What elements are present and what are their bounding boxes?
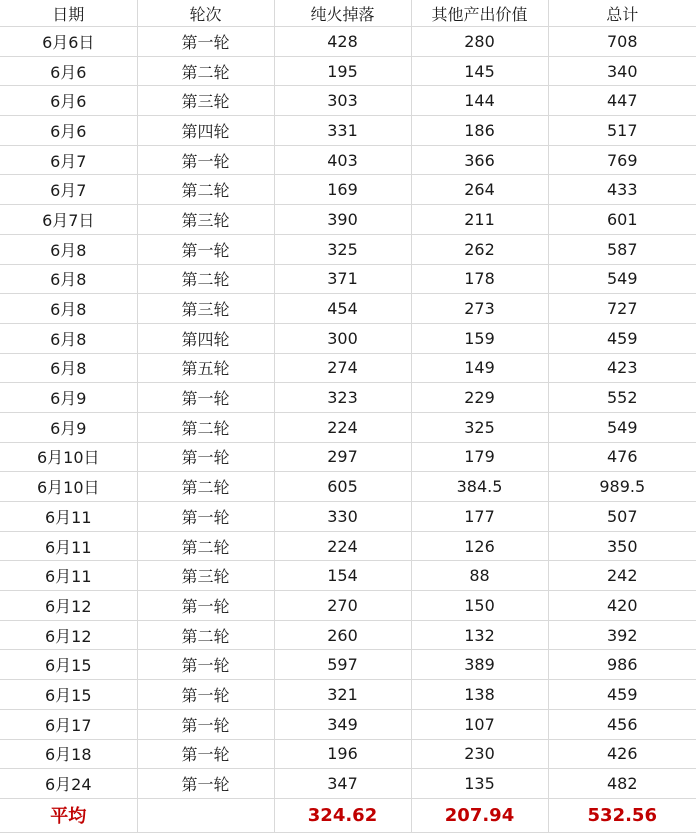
table-row bbox=[0, 442, 696, 472]
header-round: 轮次 bbox=[137, 0, 274, 27]
cell-pure-fire: 330 bbox=[274, 502, 411, 532]
table-row bbox=[0, 709, 696, 739]
cell-other-value: 132 bbox=[411, 620, 548, 650]
cell-round: 第一轮 bbox=[137, 650, 274, 680]
table-row bbox=[0, 294, 696, 324]
cell-total: 769 bbox=[548, 145, 696, 175]
table-row bbox=[0, 739, 696, 769]
cell-pure-fire: 297 bbox=[274, 442, 411, 472]
cell-round: 第四轮 bbox=[137, 323, 274, 353]
cell-pure-fire: 325 bbox=[274, 234, 411, 264]
cell-other-value: 366 bbox=[411, 145, 548, 175]
cell-round: 第三轮 bbox=[137, 561, 274, 591]
cell-total: 549 bbox=[548, 264, 696, 294]
header-date: 日期 bbox=[0, 0, 137, 27]
cell-round: 第三轮 bbox=[137, 294, 274, 324]
cell-other-value: 186 bbox=[411, 116, 548, 146]
cell-round: 第二轮 bbox=[137, 472, 274, 502]
cell-pure-fire: 605 bbox=[274, 472, 411, 502]
cell-round: 第一轮 bbox=[137, 383, 274, 413]
cell-total: 549 bbox=[548, 412, 696, 442]
cell-date: 6月7 bbox=[0, 175, 137, 205]
table-row bbox=[0, 86, 696, 116]
cell-pure-fire: 597 bbox=[274, 650, 411, 680]
cell-total: 459 bbox=[548, 323, 696, 353]
cell-other-value: 179 bbox=[411, 442, 548, 472]
cell-round: 第一轮 bbox=[137, 234, 274, 264]
cell-pure-fire: 224 bbox=[274, 412, 411, 442]
cell-other-value: 273 bbox=[411, 294, 548, 324]
cell-total: 242 bbox=[548, 561, 696, 591]
cell-date: 6月8 bbox=[0, 323, 137, 353]
cell-round: 第二轮 bbox=[137, 175, 274, 205]
cell-other-value: 144 bbox=[411, 86, 548, 116]
cell-pure-fire: 195 bbox=[274, 56, 411, 86]
cell-date: 6月11 bbox=[0, 561, 137, 591]
cell-total: 517 bbox=[548, 116, 696, 146]
cell-pure-fire: 403 bbox=[274, 145, 411, 175]
table-row bbox=[0, 264, 696, 294]
cell-date: 6月6日 bbox=[0, 27, 137, 57]
table-row bbox=[0, 353, 696, 383]
cell-total: 587 bbox=[548, 234, 696, 264]
cell-total: 507 bbox=[548, 502, 696, 532]
cell-round: 第二轮 bbox=[137, 620, 274, 650]
cell-pure-fire: 323 bbox=[274, 383, 411, 413]
cell-total: 433 bbox=[548, 175, 696, 205]
cell-round: 第一轮 bbox=[137, 769, 274, 799]
cell-date: 6月11 bbox=[0, 531, 137, 561]
cell-other-value: 264 bbox=[411, 175, 548, 205]
cell-round: 第一轮 bbox=[137, 145, 274, 175]
table-row bbox=[0, 383, 696, 413]
cell-pure-fire: 349 bbox=[274, 709, 411, 739]
table-row bbox=[0, 531, 696, 561]
cell-other-value: 107 bbox=[411, 709, 548, 739]
cell-date: 6月6 bbox=[0, 116, 137, 146]
cell-pure-fire: 260 bbox=[274, 620, 411, 650]
cell-date: 6月6 bbox=[0, 56, 137, 86]
cell-pure-fire: 390 bbox=[274, 205, 411, 235]
cell-round: 第一轮 bbox=[137, 591, 274, 621]
cell-other-value: 149 bbox=[411, 353, 548, 383]
cell-date: 6月8 bbox=[0, 353, 137, 383]
table-row bbox=[0, 680, 696, 710]
average-label: 平均 bbox=[0, 798, 137, 832]
cell-total: 392 bbox=[548, 620, 696, 650]
cell-other-value: 178 bbox=[411, 264, 548, 294]
cell-other-value: 229 bbox=[411, 383, 548, 413]
cell-round: 第四轮 bbox=[137, 116, 274, 146]
cell-round: 第二轮 bbox=[137, 531, 274, 561]
table-row bbox=[0, 620, 696, 650]
table-row bbox=[0, 234, 696, 264]
cell-total: 482 bbox=[548, 769, 696, 799]
cell-total: 426 bbox=[548, 739, 696, 769]
table-row bbox=[0, 323, 696, 353]
cell-date: 6月12 bbox=[0, 591, 137, 621]
cell-pure-fire: 371 bbox=[274, 264, 411, 294]
cell-pure-fire: 428 bbox=[274, 27, 411, 57]
cell-date: 6月9 bbox=[0, 412, 137, 442]
cell-date: 6月7 bbox=[0, 145, 137, 175]
cell-total: 350 bbox=[548, 531, 696, 561]
table-row bbox=[0, 412, 696, 442]
cell-pure-fire: 454 bbox=[274, 294, 411, 324]
cell-other-value: 325 bbox=[411, 412, 548, 442]
cell-round: 第一轮 bbox=[137, 27, 274, 57]
cell-pure-fire: 270 bbox=[274, 591, 411, 621]
header-row bbox=[0, 0, 696, 27]
cell-round: 第一轮 bbox=[137, 680, 274, 710]
cell-round: 第三轮 bbox=[137, 205, 274, 235]
table-row bbox=[0, 650, 696, 680]
table-row bbox=[0, 769, 696, 799]
cell-total: 708 bbox=[548, 27, 696, 57]
cell-total: 989.5 bbox=[548, 472, 696, 502]
cell-total: 447 bbox=[548, 86, 696, 116]
average-pure-fire: 324.62 bbox=[274, 798, 411, 832]
table-row bbox=[0, 472, 696, 502]
table-row bbox=[0, 116, 696, 146]
cell-date: 6月8 bbox=[0, 294, 137, 324]
cell-date: 6月10日 bbox=[0, 472, 137, 502]
cell-round: 第一轮 bbox=[137, 739, 274, 769]
cell-pure-fire: 300 bbox=[274, 323, 411, 353]
cell-date: 6月11 bbox=[0, 502, 137, 532]
cell-total: 601 bbox=[548, 205, 696, 235]
average-other-value: 207.94 bbox=[411, 798, 548, 832]
header-total: 总计 bbox=[548, 0, 696, 27]
cell-other-value: 138 bbox=[411, 680, 548, 710]
cell-pure-fire: 154 bbox=[274, 561, 411, 591]
cell-date: 6月17 bbox=[0, 709, 137, 739]
cell-total: 423 bbox=[548, 353, 696, 383]
cell-date: 6月12 bbox=[0, 620, 137, 650]
cell-other-value: 159 bbox=[411, 323, 548, 353]
cell-pure-fire: 321 bbox=[274, 680, 411, 710]
cell-round: 第二轮 bbox=[137, 264, 274, 294]
cell-date: 6月10日 bbox=[0, 442, 137, 472]
cell-round: 第一轮 bbox=[137, 502, 274, 532]
cell-total: 459 bbox=[548, 680, 696, 710]
cell-total: 420 bbox=[548, 591, 696, 621]
table-row bbox=[0, 175, 696, 205]
cell-other-value: 177 bbox=[411, 502, 548, 532]
cell-round: 第一轮 bbox=[137, 709, 274, 739]
average-empty-cell bbox=[137, 798, 274, 832]
table-row bbox=[0, 205, 696, 235]
cell-other-value: 384.5 bbox=[411, 472, 548, 502]
cell-other-value: 230 bbox=[411, 739, 548, 769]
cell-other-value: 280 bbox=[411, 27, 548, 57]
cell-date: 6月18 bbox=[0, 739, 137, 769]
cell-pure-fire: 303 bbox=[274, 86, 411, 116]
cell-total: 727 bbox=[548, 294, 696, 324]
cell-other-value: 211 bbox=[411, 205, 548, 235]
cell-round: 第一轮 bbox=[137, 442, 274, 472]
cell-other-value: 88 bbox=[411, 561, 548, 591]
header-other-value: 其他产出价值 bbox=[411, 0, 548, 27]
cell-date: 6月15 bbox=[0, 680, 137, 710]
cell-date: 6月24 bbox=[0, 769, 137, 799]
cell-round: 第五轮 bbox=[137, 353, 274, 383]
cell-total: 456 bbox=[548, 709, 696, 739]
table-row bbox=[0, 502, 696, 532]
cell-total: 340 bbox=[548, 56, 696, 86]
cell-total: 552 bbox=[548, 383, 696, 413]
table-row bbox=[0, 56, 696, 86]
cell-other-value: 135 bbox=[411, 769, 548, 799]
cell-other-value: 145 bbox=[411, 56, 548, 86]
cell-date: 6月8 bbox=[0, 234, 137, 264]
cell-other-value: 389 bbox=[411, 650, 548, 680]
table-row bbox=[0, 591, 696, 621]
cell-pure-fire: 169 bbox=[274, 175, 411, 205]
cell-other-value: 126 bbox=[411, 531, 548, 561]
table-row bbox=[0, 27, 696, 57]
average-row bbox=[0, 798, 696, 832]
cell-round: 第二轮 bbox=[137, 412, 274, 442]
cell-date: 6月8 bbox=[0, 264, 137, 294]
cell-pure-fire: 347 bbox=[274, 769, 411, 799]
cell-date: 6月6 bbox=[0, 86, 137, 116]
average-total: 532.56 bbox=[548, 798, 696, 832]
cell-round: 第二轮 bbox=[137, 56, 274, 86]
cell-pure-fire: 224 bbox=[274, 531, 411, 561]
cell-date: 6月7日 bbox=[0, 205, 137, 235]
cell-other-value: 150 bbox=[411, 591, 548, 621]
cell-total: 986 bbox=[548, 650, 696, 680]
cell-pure-fire: 196 bbox=[274, 739, 411, 769]
cell-date: 6月9 bbox=[0, 383, 137, 413]
cell-round: 第三轮 bbox=[137, 86, 274, 116]
table-row bbox=[0, 561, 696, 591]
header-pure-fire: 纯火掉落 bbox=[274, 0, 411, 27]
cell-other-value: 262 bbox=[411, 234, 548, 264]
cell-pure-fire: 331 bbox=[274, 116, 411, 146]
cell-total: 476 bbox=[548, 442, 696, 472]
cell-date: 6月15 bbox=[0, 650, 137, 680]
cell-pure-fire: 274 bbox=[274, 353, 411, 383]
table-row bbox=[0, 145, 696, 175]
